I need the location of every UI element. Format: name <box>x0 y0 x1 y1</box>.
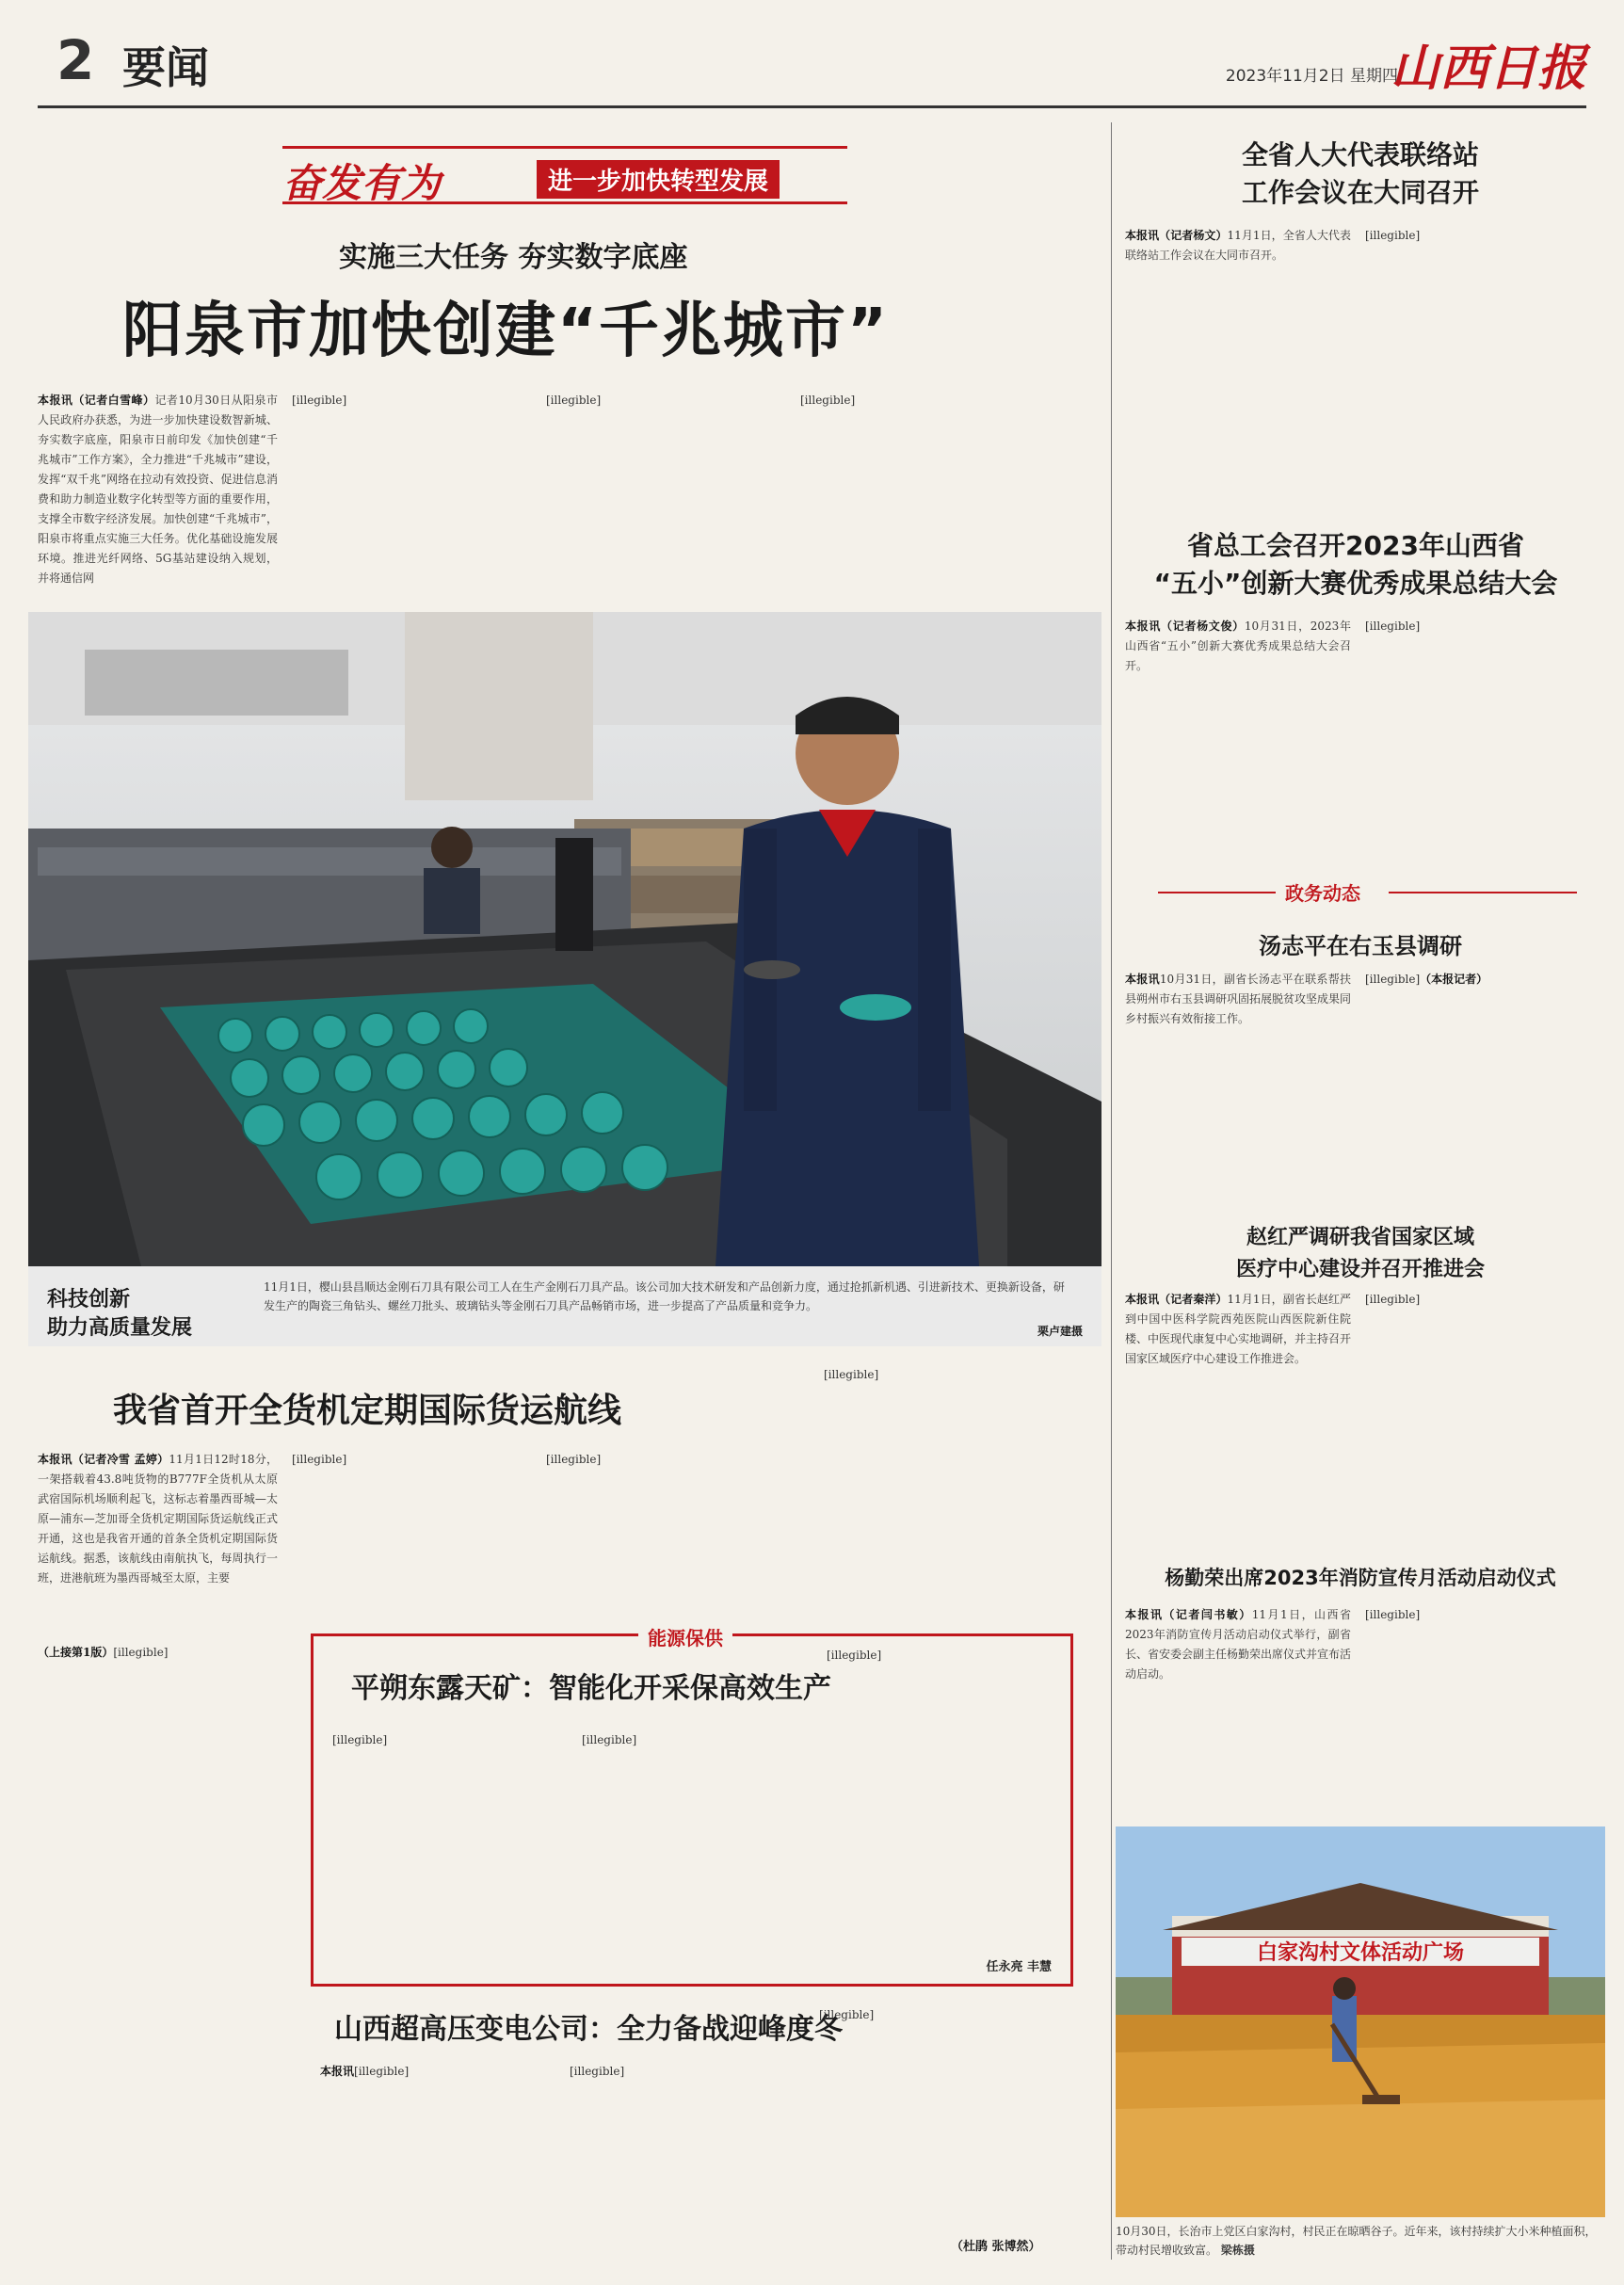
energy-col3-text: [illegible] <box>827 1649 882 1662</box>
story1-col1-text: 11月1日，全省人大代表联络站工作会议在大同市召开。 <box>1125 229 1351 262</box>
story5-col1 <box>1125 1605 1351 1812</box>
story2-headline <box>1116 527 1596 603</box>
village-photo-caption <box>1116 2222 1605 2260</box>
energy-headline: 平朔东露天矿：智能化开采保高效生产 <box>351 1672 831 1705</box>
cargo-col1 <box>38 1450 278 1615</box>
energy-col2 <box>582 1730 812 1956</box>
story1-headline <box>1125 137 1596 212</box>
cargo-col2-text: [illegible] <box>292 1453 347 1466</box>
grid-col2-text: [illegible] <box>570 2065 625 2078</box>
energy-col3 <box>827 1646 1057 1938</box>
finance-continued-text: [illegible] <box>113 1646 169 1659</box>
energy-col1 <box>332 1730 568 1956</box>
cargo-col3 <box>546 1450 800 1615</box>
masthead-rule <box>38 105 1586 108</box>
grid-col3 <box>819 2005 1073 2227</box>
story2-byline: 本报讯（记者杨文俊） <box>1125 620 1245 633</box>
story3-col2 <box>1365 970 1591 1210</box>
newspaper-logo: 山西日报 <box>1390 40 1586 97</box>
lead-col3-text: [illegible] <box>546 394 602 407</box>
lead-col3 <box>546 391 786 593</box>
story5-headline: 杨勤荣出席2023年消防宣传月活动启动仪式 <box>1165 1567 1556 1589</box>
theme-sub: 进一步加快转型发展 <box>537 160 780 199</box>
lead-col1-text: 记者10月30日从阳泉市人民政府办获悉，为进一步加快建设数智新城、夯实数字底座，阳泉市日前印发《加快创建“千兆城市”工作方案》，全力推进“千兆城市”建设，发挥“双千兆”网络在拉动有效投资、促进信息消费和助力制造业数字化转型等方面的重要作用，支撑全市数字经济发展。加快创建“千兆城市”，阳泉市将重点实施三大任务。优化基础设施发展环境。推进光纤网络、5G基站建设纳入规划，并将通信网 <box>38 394 278 585</box>
cargo-col3-text: [illegible] <box>546 1453 602 1466</box>
issue-date: 2023年11月2日 星期四 <box>1225 67 1398 86</box>
grid-col1 <box>320 2062 555 2250</box>
village-photo-image <box>1116 1826 1605 2217</box>
energy-box <box>311 1627 1073 1987</box>
factory-photo-image <box>28 612 1101 1266</box>
story3-col2-text: [illegible] <box>1365 973 1421 986</box>
story5-col1-text: 11月1日，山西省2023年消防宣传月活动启动仪式举行，副省长、省安委会副主任杨勤荣出席仪式并宣布活动启动。 <box>1125 1608 1351 1681</box>
cargo-col1-text: 11月1日12时18分，一架搭载着43.8吨货物的B777F全货机从太原武宿国际机场顺利起飞，这标志着墨西哥城—太原—浦东—芝加哥全货机定期国际货运航线正式开通，这也是我省开通的首条全货机定期国际货运航线。据悉，该航线由南航执飞，每周执行一班，进港航班为墨西哥城至太原，主要 <box>38 1453 278 1585</box>
energy-credit: 任永亮 丰慧 <box>986 1960 1052 1974</box>
lead-col4-text: [illegible] <box>800 394 856 407</box>
story4-col1 <box>1125 1290 1351 1530</box>
lead-col2 <box>292 391 532 593</box>
story4-col2-text: [illegible] <box>1365 1293 1421 1306</box>
photo-caption-title <box>47 1285 192 1342</box>
story4-byline: 本报讯（记者秦洋） <box>1125 1293 1228 1306</box>
energy-tag: 能源保供 <box>638 1623 732 1650</box>
politics-tag: 政务动态 <box>1285 882 1360 905</box>
village-photo <box>1116 1826 1605 2217</box>
story4-headline-line1: 赵红严调研我省国家区域 <box>1246 1226 1474 1249</box>
grid-credit: （杜鹃 张博然） <box>951 2240 1041 2254</box>
story3-byline: 本报讯 <box>1125 973 1160 986</box>
story1-byline: 本报讯（记者杨文） <box>1125 229 1228 242</box>
grid-col2 <box>570 2062 805 2250</box>
story5-byline: 本报讯（记者闫书敏） <box>1125 1608 1252 1621</box>
story3-col1-text: 10月31日，副省长汤志平在联系帮扶县朔州市右玉县调研巩固拓展脱贫攻坚成果同乡村振兴有效衔接工作。 <box>1125 973 1351 1025</box>
story1-col2 <box>1365 226 1591 494</box>
photo-caption-text: 11月1日，樱山县昌顺达金刚石刀具有限公司工人在生产金刚石刀具产品。该公司加大技术研发和产品创新力度，通过抢抓新机遇、引进新技术、更换新设备，研发生产的陶瓷三角钻头、螺丝刀批头、玻璃钻头等金刚石刀具产品畅销市场，进一步提高了产品质量和竞争力。 <box>264 1280 1065 1312</box>
grid-col1-text: [illegible] <box>354 2065 410 2078</box>
photo-caption-title-line1: 科技创新 <box>47 1287 131 1311</box>
story2-col2-text: [illegible] <box>1365 620 1421 633</box>
cargo-col2 <box>292 1450 532 1615</box>
column-divider <box>1111 122 1112 2260</box>
story2-col1 <box>1125 617 1351 871</box>
story3-col1 <box>1125 970 1351 1210</box>
story2-col2 <box>1365 617 1591 871</box>
story5-col2-text: [illegible] <box>1365 1608 1421 1621</box>
story1-col2-text: [illegible] <box>1365 229 1421 242</box>
story2-col1-text: 10月31日，2023年山西省“五小”创新大赛优秀成果总结大会召开。 <box>1125 620 1351 672</box>
finance-continued <box>38 1643 297 2260</box>
story4-col2 <box>1365 1290 1591 1530</box>
lead-headline: 阳泉市加快创建“千兆城市” <box>122 297 890 366</box>
story4-headline <box>1125 1222 1596 1286</box>
story1-col1 <box>1125 226 1351 494</box>
story2-headline-line1: 省总工会召开2023年山西省 <box>1187 530 1524 561</box>
energy-col2-text: [illegible] <box>582 1733 637 1746</box>
grid-headline: 山西超高压变电公司：全力备战迎峰度冬 <box>334 2013 843 2046</box>
masthead <box>38 28 1586 97</box>
photo-caption-box <box>28 1266 1101 1346</box>
politics-tag-rule-right <box>1389 892 1577 893</box>
cargo-byline: 本报讯（记者冷雪 孟婷） <box>38 1453 169 1466</box>
lead-col1 <box>38 391 278 593</box>
lead-col4 <box>800 391 1087 593</box>
grid-col3-text: [illegible] <box>819 2008 875 2021</box>
village-photo-sign: 白家沟村文体活动广场 <box>1256 1941 1465 1965</box>
section-name: 要闻 <box>122 42 209 93</box>
story4-col1-text: 11月1日，副省长赵红严到中国中医科学院西苑医院山西医院新住院楼、中医现代康复中心实地调研，并主持召开国家区域医疗中心建设工作推进会。 <box>1125 1293 1351 1365</box>
story3-credit: （本报记者） <box>1420 973 1488 986</box>
theme-main: 奋发有为 <box>282 160 442 206</box>
lead-kicker: 实施三大任务 夯实数字底座 <box>339 241 688 274</box>
grid-byline: 本报讯 <box>320 2065 355 2078</box>
story3-headline: 汤志平在右玉县调研 <box>1259 933 1462 959</box>
photo-caption-title-line2: 助力高质量发展 <box>47 1315 193 1340</box>
story4-headline-line2: 医疗中心建设并召开推进会 <box>1235 1258 1485 1281</box>
story2-headline-line2: “五小”创新大赛优秀成果总结大会 <box>1153 568 1558 599</box>
village-photo-caption-text: 10月30日，长治市上党区白家沟村，村民正在晾晒谷子。近年来，该村持续扩大小米种植面积，带动村民增收致富。 <box>1116 2225 1597 2257</box>
story5-col2 <box>1365 1605 1591 1812</box>
cargo-col4 <box>824 1365 1092 1615</box>
photo-caption-credit: 栗卢建摄 <box>1037 1325 1083 1338</box>
energy-col1-text: [illegible] <box>332 1733 388 1746</box>
cargo-col4-text: [illegible] <box>824 1368 879 1381</box>
story1-headline-line2: 工作会议在大同召开 <box>1241 177 1479 208</box>
cargo-headline: 我省首开全货机定期国际货运航线 <box>113 1392 622 1430</box>
village-photo-credit: 梁栋摄 <box>1220 2244 1255 2257</box>
page-number: 2 <box>56 28 95 92</box>
factory-photo <box>28 612 1101 1266</box>
theme-banner <box>282 146 847 204</box>
lead-byline: 本报讯（记者白雪峰） <box>38 394 155 407</box>
story1-headline-line1: 全省人大代表联络站 <box>1241 139 1479 170</box>
politics-tag-rule-left <box>1158 892 1276 893</box>
lead-col2-text: [illegible] <box>292 394 347 407</box>
finance-continued-lead: （上接第1版） <box>38 1646 114 1659</box>
